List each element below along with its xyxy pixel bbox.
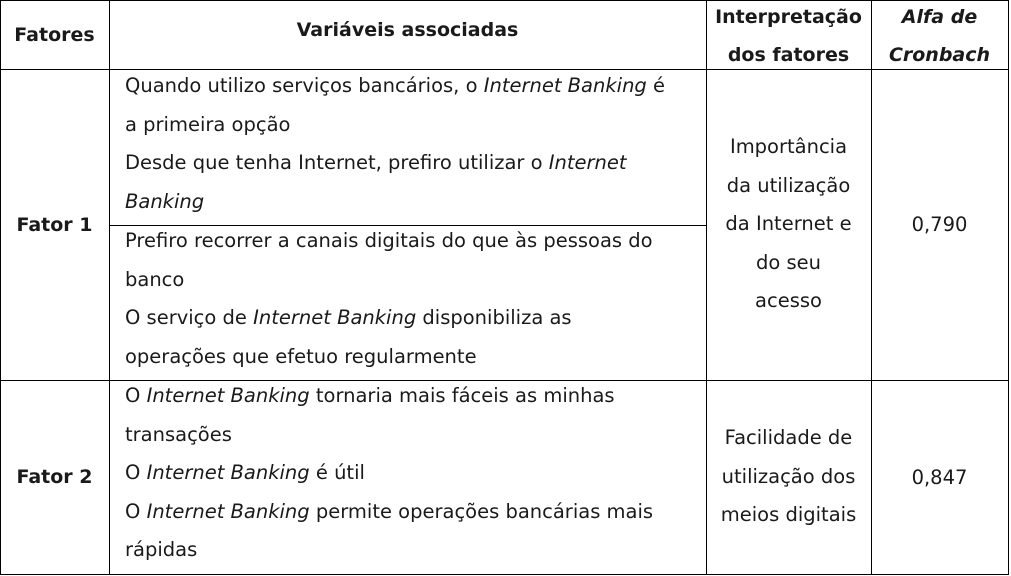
interpretation-1 bbox=[706, 69, 871, 380]
text-italic: Banking bbox=[125, 189, 205, 213]
text: transações bbox=[125, 422, 232, 446]
text-italic: Internet Banking bbox=[146, 461, 310, 485]
text: operações que efetuo regularmente bbox=[125, 344, 477, 368]
table-right-border bbox=[1008, 0, 1009, 575]
text: rápidas bbox=[125, 538, 198, 562]
var-line bbox=[125, 222, 706, 261]
text: é bbox=[646, 74, 666, 97]
var-line bbox=[125, 493, 706, 532]
alfa-1 bbox=[871, 69, 1008, 380]
text: tornaria mais fáceis as minhas bbox=[309, 384, 615, 407]
text-italic: Internet Banking bbox=[253, 306, 417, 330]
interp-line: do seu bbox=[755, 250, 822, 274]
text-italic: Internet Banking bbox=[146, 499, 310, 523]
interp-line: da Internet e bbox=[725, 212, 852, 236]
factor-label-2 bbox=[0, 380, 109, 574]
header-interpretacao bbox=[706, 0, 871, 74]
var-line bbox=[125, 183, 706, 222]
header-interpretacao-line1: Interpretação bbox=[715, 6, 862, 28]
var-line bbox=[125, 454, 706, 493]
text: O bbox=[125, 384, 147, 407]
text: Desde que tenha Internet, prefiro utilizar o bbox=[125, 151, 549, 175]
interp-line: meios digitais bbox=[720, 503, 857, 527]
var-line bbox=[125, 67, 706, 106]
text: é útil bbox=[309, 461, 365, 485]
var-line bbox=[125, 338, 706, 377]
text: Prefiro recorrer a canais digitais do que às pessoas do bbox=[125, 229, 653, 252]
text: a primeira opção bbox=[125, 112, 291, 136]
interp-line: utilização dos bbox=[721, 464, 856, 488]
var-line bbox=[125, 416, 706, 455]
interpretation-2 bbox=[706, 380, 871, 574]
header-alfa bbox=[871, 0, 1008, 74]
interpretation-2-text bbox=[721, 419, 856, 535]
variables-group-2 bbox=[109, 377, 706, 570]
header-fatores-label: Fatores bbox=[14, 23, 95, 46]
text: permite operações bancárias mais bbox=[309, 499, 654, 523]
factor-2-text: Fator 2 bbox=[16, 466, 93, 488]
header-variaveis bbox=[109, 0, 706, 59]
factor-label-1 bbox=[0, 69, 109, 380]
var-line bbox=[125, 261, 706, 300]
table-bottom-border bbox=[0, 574, 1009, 575]
text: disponibiliza as bbox=[416, 306, 572, 330]
header-fatores bbox=[0, 0, 109, 69]
text: O bbox=[125, 499, 147, 523]
var-line bbox=[125, 377, 706, 416]
text-italic: Internet bbox=[548, 151, 627, 175]
text: Quando utilizo serviços bancários, o bbox=[125, 74, 484, 97]
text-italic: Internet Banking bbox=[146, 384, 310, 407]
interp-line: Importância bbox=[729, 135, 848, 159]
header-variaveis-label: Variáveis associadas bbox=[296, 18, 519, 41]
variables-group-1b bbox=[109, 222, 706, 376]
alfa-2 bbox=[871, 380, 1008, 574]
alfa-2-value: 0,847 bbox=[911, 465, 968, 489]
header-alfa-line2: Cronbach bbox=[888, 44, 991, 66]
interpretation-1-text bbox=[725, 128, 851, 321]
interp-line: da utilização bbox=[726, 173, 851, 197]
var-line bbox=[125, 144, 706, 183]
var-line bbox=[125, 299, 706, 338]
variables-group-1a bbox=[109, 67, 706, 221]
text: O serviço de bbox=[125, 306, 254, 330]
interp-line: Facilidade de bbox=[724, 426, 853, 450]
text-italic: Internet Banking bbox=[483, 74, 647, 97]
interp-line: acesso bbox=[755, 289, 822, 313]
text: banco bbox=[125, 267, 185, 291]
var-line bbox=[125, 106, 706, 145]
header-interpretacao-line2: dos fatores bbox=[727, 44, 850, 66]
alfa-1-value: 0,790 bbox=[911, 213, 968, 236]
var-line bbox=[125, 531, 706, 570]
header-alfa-line1: Alfa de bbox=[901, 6, 978, 28]
factor-1-text: Fator 1 bbox=[16, 213, 93, 236]
text: O bbox=[125, 461, 147, 485]
